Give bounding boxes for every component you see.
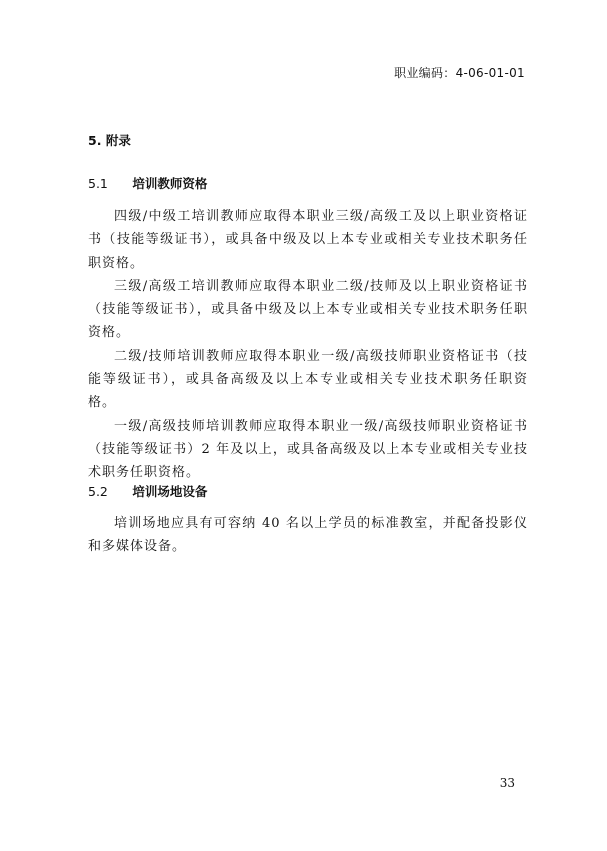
subsection-number: 5.2 bbox=[88, 484, 108, 499]
subsection-title: 培训场地设备 bbox=[132, 484, 208, 499]
occupation-code: 职业编码：4-06-01-01 bbox=[394, 66, 525, 80]
paragraph: 四级/中级工培训教师应取得本职业三级/高级工及以上职业资格证书（技能等级证书），或具备中级及以上本专业或相关专业技术职务任职资格。 bbox=[88, 209, 528, 271]
subsection-heading-training-facility bbox=[88, 482, 207, 500]
subsection-title: 培训教师资格 bbox=[132, 176, 208, 191]
training-facility-body bbox=[88, 512, 528, 559]
paragraph: 一级/高级技师培训教师应取得本职业一级/高级技师职业资格证书（技能等级证书）2 年及以上，或具备高级及以上本专业或相关专业技术职务任职资格。 bbox=[88, 418, 528, 481]
teacher-qualification-body bbox=[88, 205, 528, 485]
page-number: 33 bbox=[499, 776, 515, 790]
section-title: 附录 bbox=[105, 133, 131, 148]
subsection-number: 5.1 bbox=[88, 176, 108, 191]
subsection-heading-teacher-qualification bbox=[88, 174, 207, 192]
paragraph: 二级/技师培训教师应取得本职业一级/高级技师职业资格证书（技能等级证书），或具备高级及以上本专业或相关专业技术职务任职资格。 bbox=[88, 348, 528, 411]
paragraph: 培训场地应具有可容纳 40 名以上学员的标准教室，并配备投影仪和多媒体设备。 bbox=[88, 516, 528, 555]
paragraph: 三级/高级工培训教师应取得本职业二级/技师及以上职业资格证书（技能等级证书），或具备中级及以上本专业或相关专业技术职务任职资格。 bbox=[88, 278, 528, 341]
section-heading bbox=[88, 131, 131, 149]
section-number: 5. bbox=[88, 133, 102, 148]
